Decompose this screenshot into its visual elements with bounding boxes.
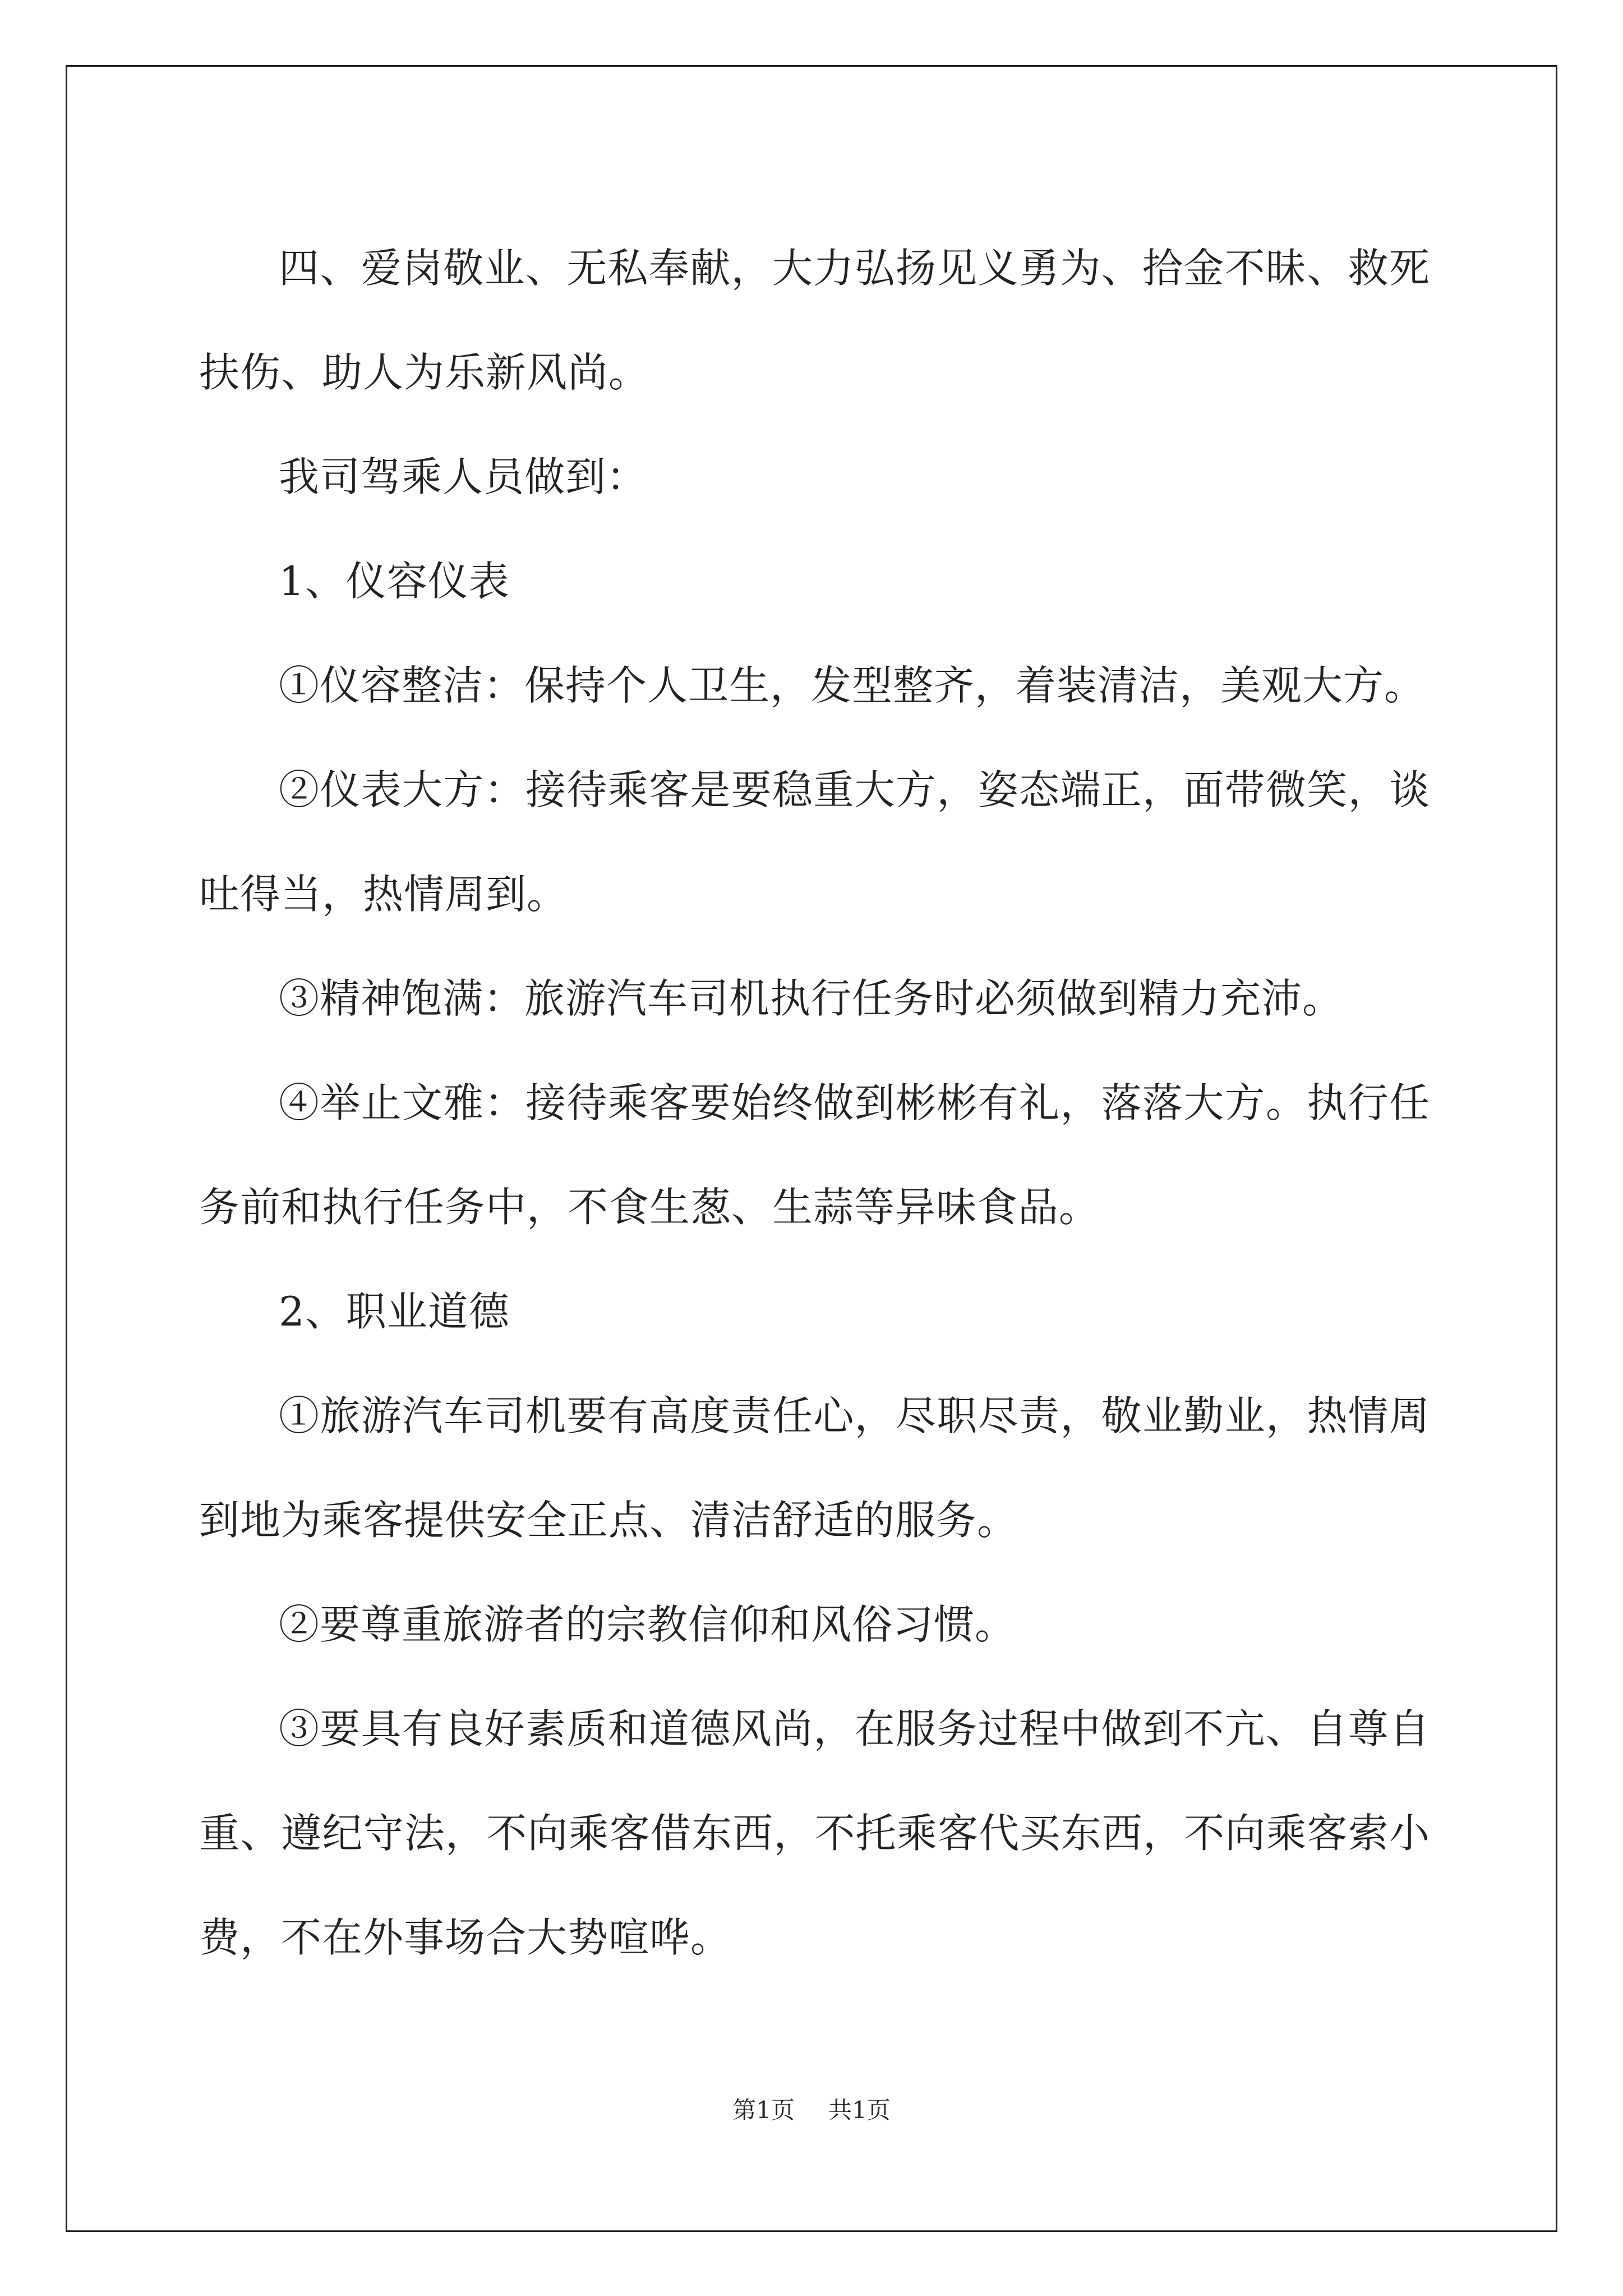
paragraph: 我司驾乘人员做到：	[279, 453, 648, 500]
page-total: 共1页	[828, 2096, 891, 2124]
paragraph: ④举止文雅：接待乘客要始终做到彬彬有礼，落落大方。执行任务前和执行任务中，不食生葱、生蒜等异味食品。	[199, 1079, 1430, 1231]
document-body	[199, 216, 1430, 1990]
paragraph: ②仪表大方：接待乘客是要稳重大方，姿态端正，面带微笑，谈吐得当，热情周到。	[199, 766, 1430, 918]
page-footer	[0, 2093, 1623, 2127]
paragraph: ③精神饱满：旅游汽车司机执行任务时必须做到精力充沛。	[279, 975, 1344, 1022]
paragraph: ③要具有良好素质和道德风尚，在服务过程中做到不亢、自尊自重、遵纪守法，不向乘客借东西，不托乘客代买东西，不向乘客索小费，不在外事场合大势喧哗。	[199, 1705, 1430, 1961]
paragraph: ②要尊重旅游者的宗教信仰和风俗习惯。	[279, 1601, 1016, 1648]
paragraph: ①仪容整洁：保持个人卫生，发型整齐，着装清洁，美观大方。	[279, 662, 1426, 709]
paragraph: 四、爱岗敬业、无私奉献，大力弘扬见义勇为、拾金不昧、救死扶伤、助人为乐新风尚。	[199, 245, 1430, 396]
section-heading: 1、仪容仪表	[279, 558, 510, 605]
paragraph: ①旅游汽车司机要有高度责任心，尽职尽责，敬业勤业，热情周到地为乘客提供安全正点、清洁舒适的服务。	[199, 1392, 1430, 1544]
section-heading: 2、职业道德	[279, 1288, 510, 1335]
page-number: 第1页	[732, 2096, 795, 2124]
